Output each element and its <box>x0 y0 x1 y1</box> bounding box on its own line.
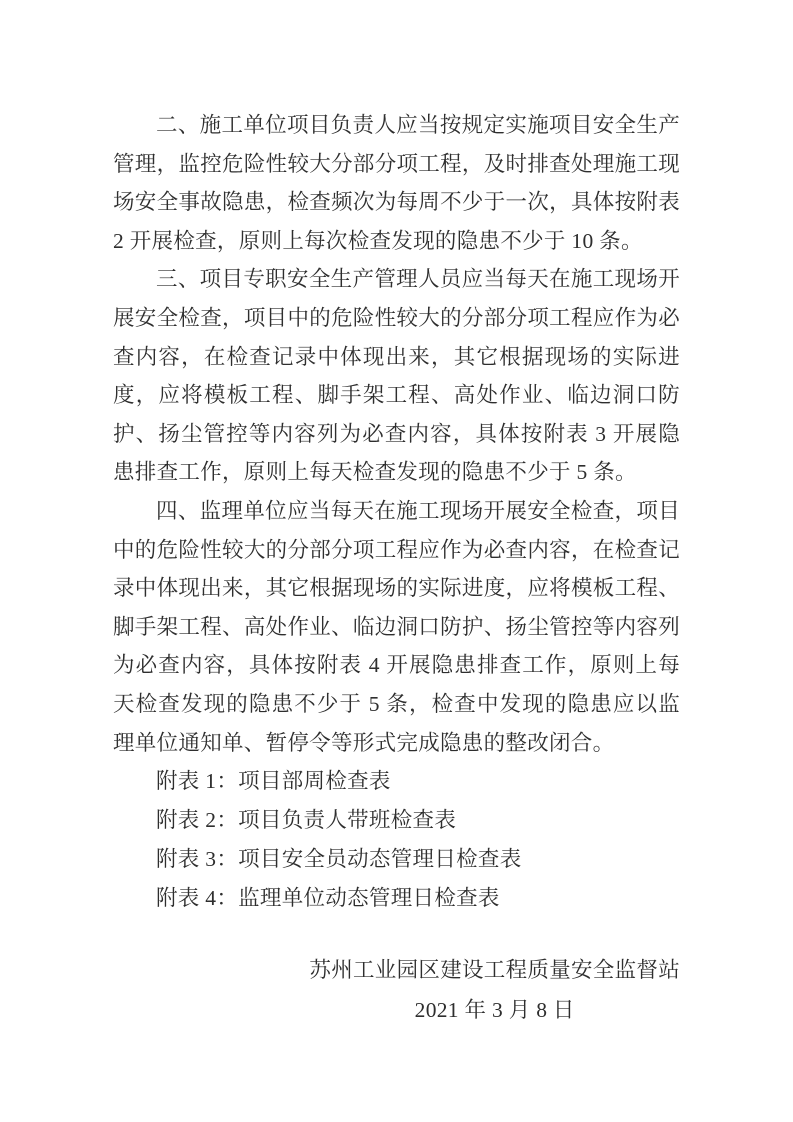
signature-inner <box>309 951 680 1030</box>
attachment-item-3: 附表 3：项目安全员动态管理日检查表 <box>156 847 522 872</box>
attachment-item-4: 附表 4：监理单位动态管理日检查表 <box>156 886 500 911</box>
body-paragraph-item-3: 三、项目专职安全生产管理人员应当每天在施工现场开展安全检查，项目中的危险性较大的分部分项工程应作为必查内容，在检查记录中体现出来，其它根据现场的实际进度，应将模板工程、脚手架工程、高处作业、临边洞口防护、扬尘管控等内容列为必查内容，具体按附表 3 开展隐患排查工作，原则上每天检查发现的隐患不少于 5 条。 <box>113 267 680 485</box>
signature-organization: 苏州工业园区建设工程质量安全监督站 <box>309 958 680 983</box>
attachment-item-1: 附表 1：项目部周检查表 <box>156 769 391 794</box>
attachment-list <box>113 762 680 918</box>
signature-block <box>113 951 680 1030</box>
body-paragraph-item-2: 二、施工单位项目负责人应当按规定实施项目安全生产管理，监控危险性较大分部分项工程，及时排查处理施工现场安全事故隐患，检查频次为每周不少于一次，具体按附表 2 开展检查，原则上每次检查发现的隐患不少于 10 条。 <box>113 113 680 253</box>
body-paragraph-item-4: 四、监理单位应当每天在施工现场开展安全检查，项目中的危险性较大的分部分项工程应作为必查内容，在检查记录中体现出来，其它根据现场的实际进度，应将模板工程、脚手架工程、高处作业、临边洞口防护、扬尘管控等内容列为必查内容，具体按附表 4 开展隐患排查工作，原则上每天检查发现的隐患不少于 5 条，检查中发现的隐患应以监理单位通知单、暂停令等形式完成隐患的整改闭合。 <box>113 498 680 755</box>
attachment-item-2: 附表 2：项目负责人带班检查表 <box>156 808 457 833</box>
signature-date: 2021 年 3 月 8 日 <box>414 998 575 1023</box>
